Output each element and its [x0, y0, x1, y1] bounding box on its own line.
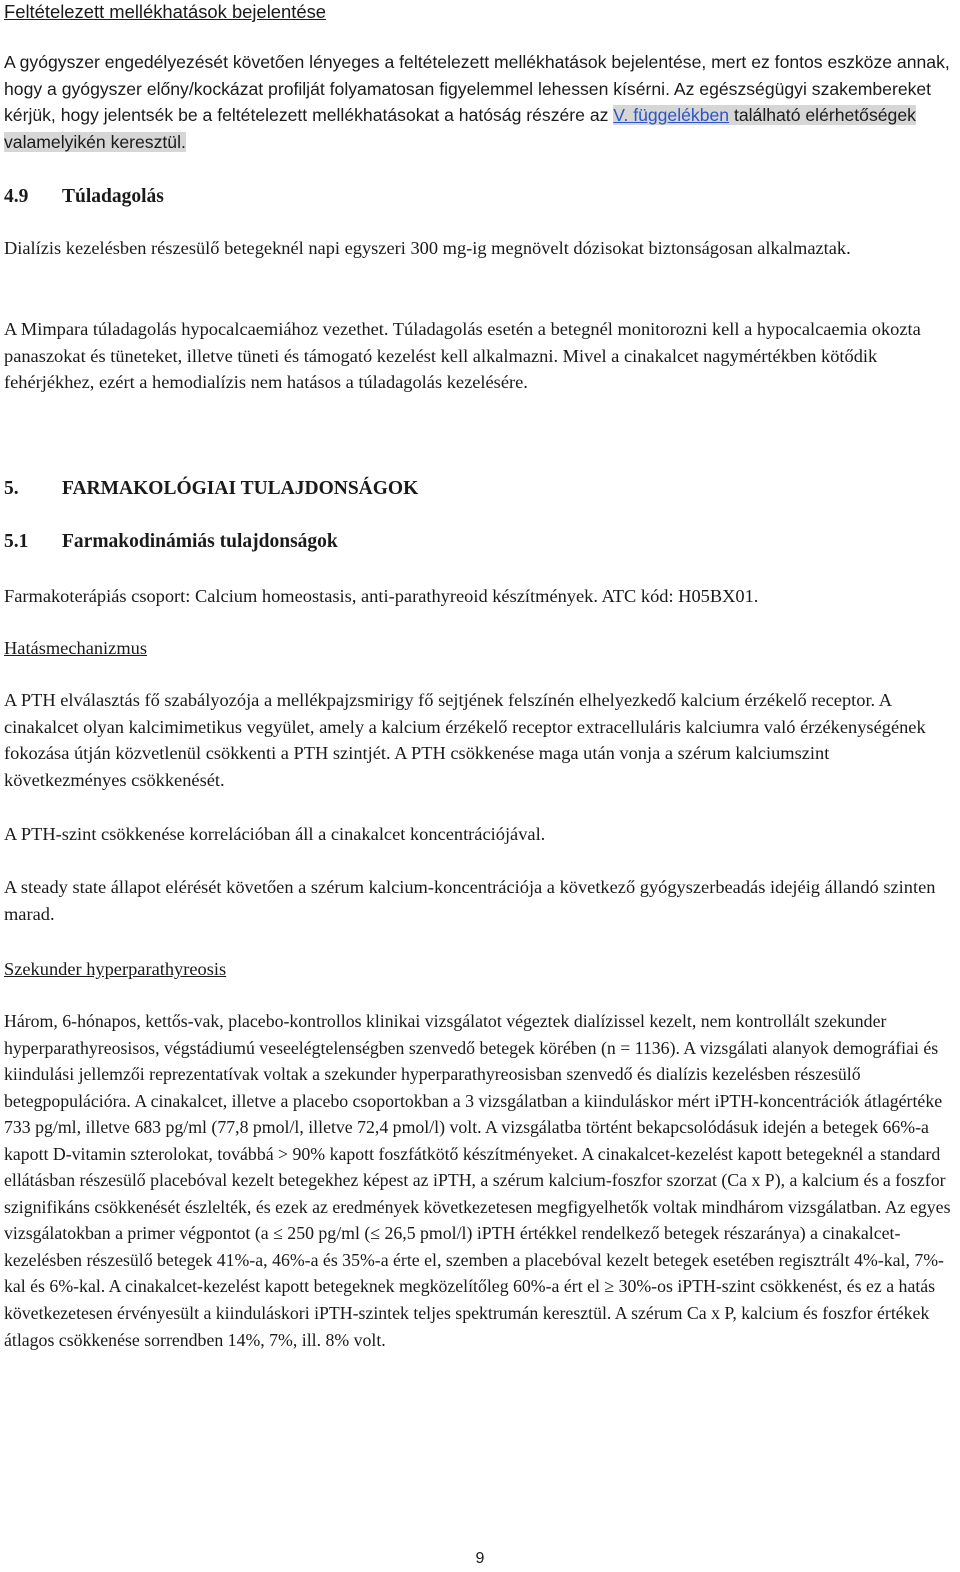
paragraph-mechanism-3: A steady state állapot elérését követően a szérum kalcium-koncentrációja a következő gyógyszerbeadás idejéig állandó szinten marad. [4, 877, 936, 924]
paragraph-text: A gyógyszer engedélyezését követően lényeges a feltételezett mellékhatások bejelentése, mert ez fontos eszköze annak, hogy a gyógyszer előny/kockázat profilját folyamatosan figyelemmel lehessen kísérni. Az egészségügyi szakembereket kérjük, hogy jelentsék be a feltételezett mellékhatásokat a hatóság részére az [4, 52, 950, 126]
paragraph-mechanism-1: A PTH elválasztás fő szabályozója a mellékpajzsmirigy fő sejtjének felszínén elhelyezkedő kalcium érzékelő receptor. A cinakalcet olyan kalcimimetikus vegyület, amely a kalcium érzékelő receptor extracelluláris kalciumra való érzékenységének fokozása útján közvetlenül csökkenti a PTH szintjét. A PTH csökkenése maga után vonja a szérum kalciumszint következményes csökkenését. [4, 690, 926, 790]
annex-v-link[interactable]: V. függelékben [613, 105, 730, 126]
paragraph-secondary-hpt: Három, 6-hónapos, kettős-vak, placebo-kontrollos klinikai vizsgálatot végeztek dialízissel kezelt, nem kontrollált szekunder hyperparathyreosisos, végstádiumú veseelégtelenségben szenvedő betegek körében (n = 1136). A vizsgálati alanyok demográfiai és kiindulási jellemzői reprezentatívak voltak a szekunder hyperparathyreosisban szenvedő és dialízis kezelésben részesülő betegpopulációra. A cinakalcet, illetve a placebo csoportokban a 3 vizsgálatban a kiinduláskor mért iPTH-koncentrációk átlagértéke 733 pg/ml, illetve 683 pg/ml (77,8 pmol/l, illetve 72,4 pmol/l) volt. A vizsgálatba történt bekapcsolódásuk idején a betegek 66%-a kapott D-vitamin szterolokat, továbbá > 90% kapott foszfátkötő készítményeket. A cinakalcet-kezelést kapott betegeknél a standard ellátásban részesülő placebóval kezelt betegekhez képest az iPTH, a szérum kalcium-foszfor szorzat (Ca x P), a kalcium és a foszfor szignifikáns csökkenését észlelték, és ezek az eredmények következetesen megfigyelhetők voltak mindhárom vizsgálatban. Az egyes vizsgálatokban a primer végpontot (a ≤ 250 pg/ml (≤ 26,5 pmol/l) iPTH értékkel rendelkező betegek részaránya) a cinakalcet-kezelésben részesülő betegek 41%-a, 46%-a és 35%-a érte el, szemben a placebóval kezelt betegek esetében regisztrált 4%-kal, 7%-kal és 6%-kal. A cinakalcet-kezelést kapott betegeknek megközelítőleg 60%-a ért el ≥ 30%-os iPTH-szint csökkenést, és ez a hatás következetesen érvényesült a kiinduláskori iPTH-szintek teljes spektrumán keresztül. A szérum Ca x P, kalcium és foszfor értékek átlagos csökkenése sorrendben 14%, 7%, ill. 8% volt. [4, 1011, 951, 1350]
section-title: Farmakodinámiás tulajdonságok [62, 531, 338, 552]
page-number: 9 [475, 1550, 485, 1567]
section-title-adverse-reporting: Feltételezett mellékhatások bejelentése [4, 1, 327, 22]
paragraph-text-end: található elérhetőségek valamelyikén keresztül. [4, 105, 916, 153]
subsection-title-mechanism: Hatásmechanizmus [4, 638, 147, 658]
section-heading-5-1 [4, 531, 338, 553]
section-title: FARMAKOLÓGIAI TULAJDONSÁGOK [62, 478, 419, 499]
section-number: 5.1 [4, 531, 29, 552]
section-number: 5. [4, 478, 19, 499]
paragraph-overdose-2: A Mimpara túladagolás hypocalcaemiához vezethet. Túladagolás esetén a betegnél monitorozni kell a hypocalcaemia okozta panaszokat és tüneteket, illetve tüneti és támogató kezelést kell alkalmazni. Mivel a cinakalcet nagymértékben kötődik fehérjékhez, ezért a hemodialízis nem hatásos a túladagolás kezelésére. [4, 319, 921, 392]
section-heading-5 [4, 478, 418, 500]
paragraph-mechanism-2: A PTH-szint csökkenése korrelációban áll a cinakalcet koncentrációjával. [4, 824, 546, 844]
paragraph-overdose-1: Dialízis kezelésben részesülő betegeknél napi egyszeri 300 mg-ig megnövelt dózisokat biztonságosan alkalmaztak. [4, 238, 851, 258]
section-title: Túladagolás [62, 186, 164, 207]
section-heading-4-9 [4, 186, 164, 208]
section-number: 4.9 [4, 186, 29, 207]
subsection-title-secondary-hpt: Szekunder hyperparathyreosis [4, 959, 227, 979]
paragraph-adverse-reporting [4, 49, 956, 156]
paragraph-pharmacotherapeutic-group: Farmakoterápiás csoport: Calcium homeostasis, anti-parathyreoid készítmények. ATC kód: H05BX01. [4, 586, 759, 606]
